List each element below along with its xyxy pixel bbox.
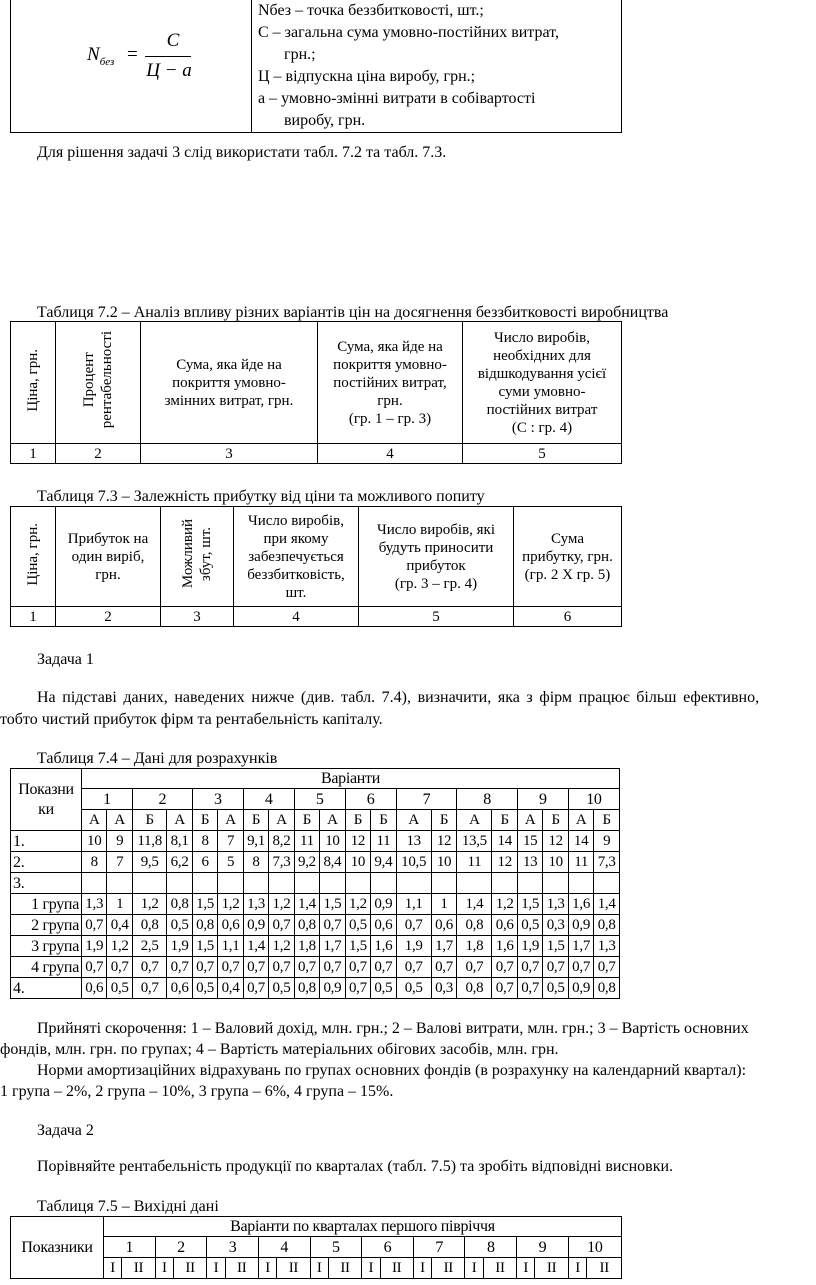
t74-cell	[320, 873, 345, 894]
t74-cell: 1,2	[269, 894, 294, 915]
table74-caption: Таблиця 7.4 – Дані для розрахунків	[37, 750, 278, 767]
table73-caption: Таблиця 7.3 – Залежність прибутку від ціни та можливого попиту	[37, 488, 485, 505]
t75-quarter-label: ІІ	[225, 1258, 258, 1279]
t74-cell: 0,7	[492, 957, 517, 978]
t74-cell: 1,5	[192, 894, 217, 915]
t74-cell	[457, 873, 492, 894]
t74-cell: 1,3	[82, 894, 107, 915]
t74-firm-label: Б	[492, 810, 517, 831]
t74-cell: 1,5	[517, 894, 542, 915]
table-row	[11, 873, 620, 894]
t74-cell: 0,6	[82, 978, 107, 999]
t74-cell: 0,7	[543, 957, 568, 978]
t74-cell: 11,8	[132, 831, 166, 852]
t74-cell: 9	[594, 831, 620, 852]
t74-cell: 1,3	[243, 894, 268, 915]
formula-eq: =	[127, 44, 138, 65]
table-7-4	[10, 768, 620, 999]
t74-cell: 8,2	[269, 831, 294, 852]
t75-variant-num: 4	[258, 1237, 310, 1258]
table-row	[11, 894, 620, 915]
t74-cell: 10	[320, 831, 345, 852]
t74-cell: 0,8	[294, 978, 319, 999]
t75-quarter-label: І	[207, 1258, 225, 1279]
t74-cell: 12	[543, 831, 568, 852]
t74-cell: 14	[492, 831, 517, 852]
t74-cell: 0,8	[457, 915, 492, 936]
t74-cell: 6	[192, 852, 217, 873]
t73-h-breakeven: Число виробів, при якому забезпечується беззбитковість, шт.	[234, 507, 359, 607]
t74-cell	[543, 873, 568, 894]
note-task3: Для рішення задачі 3 слід використати табл. 7.2 та табл. 7.3.	[37, 144, 447, 161]
t74-row-label: 3.	[11, 873, 82, 894]
fraction-bar	[145, 56, 191, 57]
t75-quarter-label: І	[517, 1258, 535, 1279]
t74-firm-label: Б	[371, 810, 396, 831]
task2-text: Порівняйте рентабельність продукції по кварталах (табл. 7.5) та зробіть відповідні висновки.	[37, 1158, 674, 1175]
abbrev-line2: фондів, млн. грн. по групах; 4 – Вартість матеріальних обігових засобів, млн. грн.	[0, 1041, 559, 1058]
t74-cell: 8,1	[167, 831, 192, 852]
t74-cell: 1,6	[568, 894, 593, 915]
t73-h-total: Сума прибутку, грн. (гр. 2 Х гр. 5)	[514, 507, 622, 607]
t74-firm-label: Б	[294, 810, 319, 831]
t74-corner: Показни ки	[11, 769, 82, 831]
t74-cell: 1,5	[345, 936, 370, 957]
t74-cell: 0,9	[568, 915, 593, 936]
t74-cell: 0,8	[192, 915, 217, 936]
def-c-cont: грн.;	[284, 46, 316, 63]
table-7-3	[10, 506, 622, 627]
t74-cell: 6,2	[167, 852, 192, 873]
t73-h-price: Ціна, грн.	[11, 507, 56, 607]
t74-cell: 1,4	[594, 894, 620, 915]
t74-cell: 11	[568, 852, 593, 873]
t74-cell: 13,5	[457, 831, 492, 852]
t74-cell: 0,7	[345, 978, 370, 999]
t74-cell: 10	[431, 852, 456, 873]
t74-cell: 0,7	[269, 957, 294, 978]
t74-cell: 0,7	[269, 915, 294, 936]
t73-num: 4	[234, 607, 359, 627]
t72-h-price: Ціна, грн.	[11, 322, 56, 444]
abbrev-line4: 1 група – 2%, 2 група – 10%, 3 група – 6%, 4 група – 15%.	[0, 1083, 394, 1100]
table-row	[11, 957, 620, 978]
t74-firm-label: Б	[594, 810, 620, 831]
t73-num: 3	[161, 607, 234, 627]
t75-quarter-label: ІІ	[173, 1258, 206, 1279]
t72-h-fixed: Сума, яка йде на покриття умовно- постійних витрат, грн. (гр. 1 – гр. 3)	[318, 322, 463, 444]
t74-cell: 12	[492, 852, 517, 873]
t73-num: 6	[514, 607, 622, 627]
t74-variant-num: 7	[396, 789, 457, 810]
t74-cell: 1,1	[396, 894, 431, 915]
t74-cell: 10	[345, 852, 370, 873]
t74-firm-label: А	[517, 810, 542, 831]
t74-cell: 1,5	[320, 894, 345, 915]
def-c: С – загальна сума умовно-постійних витрат,	[258, 24, 559, 41]
t75-quarter-label: ІІ	[483, 1258, 516, 1279]
t74-cell: 0,7	[132, 957, 166, 978]
t74-firm-label: А	[568, 810, 593, 831]
t74-cell: 0,7	[167, 957, 192, 978]
formula-definitions	[252, 0, 622, 133]
t74-cell: 0,6	[371, 915, 396, 936]
t74-cell	[431, 873, 456, 894]
t74-cell: 0,5	[192, 978, 217, 999]
t74-cell: 1,7	[568, 936, 593, 957]
t74-cell: 7	[107, 852, 132, 873]
t74-cell: 1,8	[294, 936, 319, 957]
table72-caption: Таблиця 7.2 – Аналіз впливу різних варіантів цін на досягнення беззбитковості виробництва	[37, 304, 669, 321]
t75-quarter-label: І	[568, 1258, 587, 1279]
t74-firm-label: Б	[243, 810, 268, 831]
t74-cell: 1,2	[132, 894, 166, 915]
t74-cell: 9,5	[132, 852, 166, 873]
t74-firm-label: Б	[543, 810, 568, 831]
t74-cell: 0,7	[396, 957, 431, 978]
t74-cell: 11	[294, 831, 319, 852]
t74-cell: 0,9	[320, 978, 345, 999]
table75-caption: Таблиця 7.5 – Вихідні дані	[37, 1198, 219, 1215]
t74-cell: 13	[517, 852, 542, 873]
t74-cell: 1,3	[543, 894, 568, 915]
formula-lhs: $N_{без}$	[87, 44, 115, 68]
t74-firm-label: А	[82, 810, 107, 831]
t74-cell: 0,7	[431, 957, 456, 978]
t74-cell	[517, 873, 542, 894]
t74-row-label: 3 група	[11, 936, 82, 957]
t74-cell	[269, 873, 294, 894]
t74-cell: 1,8	[457, 936, 492, 957]
t75-quarter-label: ІІ	[587, 1258, 622, 1279]
table-row	[11, 852, 620, 873]
t74-cell: 0,7	[107, 957, 132, 978]
t74-cell: 5	[218, 852, 243, 873]
t74-cell: 1,5	[192, 936, 217, 957]
task1-text-line2: тобто чистий прибуток фірм та рентабельність капіталу.	[0, 711, 383, 728]
t74-cell	[82, 873, 107, 894]
t74-cell: 0,7	[517, 957, 542, 978]
t74-cell: 0,6	[218, 915, 243, 936]
t72-num: 5	[463, 444, 622, 464]
t74-cell: 11	[371, 831, 396, 852]
t74-cell: 0,4	[107, 915, 132, 936]
t72-h-units: Число виробів, необхідних для відшкодування усієї суми умовно- постійних витрат (С : гр. 4)	[463, 322, 622, 444]
t74-cell: 0,7	[396, 915, 431, 936]
t74-cell: 0,8	[457, 978, 492, 999]
t74-cell: 0,7	[568, 957, 593, 978]
formula-table	[10, 0, 622, 133]
t74-cell	[396, 873, 431, 894]
t75-variant-num: 5	[310, 1237, 362, 1258]
t74-firm-label: Б	[431, 810, 456, 831]
t74-firm-label: Б	[132, 810, 166, 831]
t74-cell: 7,3	[594, 852, 620, 873]
t72-h-variable: Сума, яка йде на покриття умовно- змінних витрат, грн.	[141, 322, 318, 444]
t74-cell: 0,5	[269, 978, 294, 999]
t74-row-label: 4 група	[11, 957, 82, 978]
t74-row-label: 2 група	[11, 915, 82, 936]
t74-cell: 12	[345, 831, 370, 852]
t74-cell	[568, 873, 593, 894]
t74-cell	[492, 873, 517, 894]
t74-cell: 0,8	[132, 915, 166, 936]
t74-cell: 11	[457, 852, 492, 873]
t74-cell: 0,9	[243, 915, 268, 936]
t74-firm-label: А	[269, 810, 294, 831]
t74-cell: 0,7	[492, 978, 517, 999]
def-nbez: Nбез – точка беззбитковості, шт.;	[258, 2, 484, 19]
t74-cell: 2,5	[132, 936, 166, 957]
t74-cell: 0,7	[243, 978, 268, 999]
t73-num: 1	[11, 607, 56, 627]
t74-cell: 0,7	[243, 957, 268, 978]
t75-variant-num: 10	[568, 1237, 621, 1258]
table-row	[11, 936, 620, 957]
t75-corner: Показники	[11, 1217, 104, 1279]
t74-variant-num: 5	[294, 789, 345, 810]
t73-num: 5	[359, 607, 514, 627]
formula-cell	[11, 0, 252, 133]
t74-row-label: 4.	[11, 978, 82, 999]
t73-h-sales: Можливий збут, шт.	[161, 507, 234, 607]
t74-cell	[345, 873, 370, 894]
t73-h-profitable: Число виробів, які будуть приносити прибуток (гр. 3 – гр. 4)	[359, 507, 514, 607]
t74-cell: 1,7	[431, 936, 456, 957]
def-a-cont: виробу, грн.	[284, 112, 366, 129]
def-a: а – умовно-змінні витрати в собівартості	[258, 90, 536, 107]
t74-variant-num: 9	[517, 789, 568, 810]
def-price: Ц – відпускна ціна виробу, грн.;	[258, 68, 476, 85]
t74-cell: 9,1	[243, 831, 268, 852]
abbrev-line3: Норми амортизаційних відрахувань по групах основних фондів (в розрахунку на календарний квартал):	[37, 1062, 747, 1079]
t74-cell: 8	[243, 852, 268, 873]
t74-cell: 0,5	[167, 915, 192, 936]
t74-cell	[594, 873, 620, 894]
t74-variant-num: 6	[345, 789, 396, 810]
t74-cell: 0,6	[167, 978, 192, 999]
t75-variant-num: 1	[104, 1237, 156, 1258]
t74-cell: 1,6	[371, 936, 396, 957]
task2-title: Задача 2	[37, 1122, 94, 1139]
t74-cell: 0,7	[132, 978, 166, 999]
t74-cell: 7	[218, 831, 243, 852]
t74-cell: 1,9	[167, 936, 192, 957]
t75-quarter-label: ІІ	[432, 1258, 465, 1279]
task1-text-line1: На підставі даних, наведених нижче (див. табл. 7.4), визначити, яка з фірм працює більш ефективно,	[37, 689, 760, 706]
t75-quarter-label: І	[465, 1258, 483, 1279]
t75-variant-num: 3	[207, 1237, 259, 1258]
t74-cell: 0,5	[107, 978, 132, 999]
t74-cell: 0,9	[371, 894, 396, 915]
t74-firm-label: А	[167, 810, 192, 831]
t74-cell: 0,7	[218, 957, 243, 978]
t74-cell: 8	[192, 831, 217, 852]
t74-cell: 1,6	[492, 936, 517, 957]
t74-cell: 14	[568, 831, 593, 852]
t74-cell: 0,7	[320, 915, 345, 936]
abbrev-line1: Прийняті скорочення: 1 – Валовий дохід, млн. грн.; 2 – Валові витрати, млн. грн.; 3 – Вартість основних	[37, 1020, 749, 1037]
t74-cell: 0,7	[192, 957, 217, 978]
t74-cell: 0,7	[82, 915, 107, 936]
t74-variant-num: 8	[457, 789, 518, 810]
t75-quarter-label: ІІ	[535, 1258, 568, 1279]
table-row	[11, 915, 620, 936]
t74-firm-label: А	[396, 810, 431, 831]
t74-row-label: 1 група	[11, 894, 82, 915]
t72-h-profitability: Процент рентабельності	[56, 322, 141, 444]
t74-cell	[167, 873, 192, 894]
t74-cell: 0,7	[82, 957, 107, 978]
t74-cell: 0,5	[517, 915, 542, 936]
t72-num: 3	[141, 444, 318, 464]
t74-variant-num: 2	[132, 789, 192, 810]
t75-variant-num: 8	[465, 1237, 517, 1258]
t74-cell: 0,8	[167, 894, 192, 915]
t72-num: 1	[11, 444, 56, 464]
t74-cell: 0,8	[594, 915, 620, 936]
t74-cell	[218, 873, 243, 894]
t74-cell: 9	[107, 831, 132, 852]
t74-cell: 0,8	[594, 978, 620, 999]
task1-title: Задача 1	[37, 651, 94, 668]
t74-cell: 1,1	[218, 936, 243, 957]
t73-h-profit-unit: Прибуток на один виріб, грн.	[56, 507, 161, 607]
t74-firm-label: А	[107, 810, 132, 831]
t74-cell: 0,7	[345, 957, 370, 978]
t74-cell: 10	[543, 852, 568, 873]
t74-cell: 0,6	[431, 915, 456, 936]
t74-cell: 10	[82, 831, 107, 852]
formula-denominator: Ц − а	[146, 60, 192, 81]
t74-cell: 1	[431, 894, 456, 915]
t74-cell: 0,7	[517, 978, 542, 999]
t74-cell: 15	[517, 831, 542, 852]
t74-cell: 0,7	[457, 957, 492, 978]
t75-quarter-label: І	[104, 1258, 122, 1279]
t75-quarter-label: І	[362, 1258, 380, 1279]
table-7-2	[10, 321, 622, 464]
t74-cell: 7,3	[269, 852, 294, 873]
t74-firm-label: Б	[345, 810, 370, 831]
t74-variants-label: Варіанти	[82, 769, 620, 789]
t74-cell: 8	[82, 852, 107, 873]
t74-cell: 1,4	[294, 894, 319, 915]
t74-cell: 1,2	[345, 894, 370, 915]
t74-variant-num: 1	[82, 789, 133, 810]
t74-firm-label: А	[320, 810, 345, 831]
t72-num: 2	[56, 444, 141, 464]
t74-variant-num: 4	[243, 789, 294, 810]
t74-cell: 12	[431, 831, 456, 852]
t75-variant-num: 6	[362, 1237, 414, 1258]
t74-cell	[294, 873, 319, 894]
t74-cell: 0,5	[396, 978, 431, 999]
t75-quarter-label: І	[155, 1258, 173, 1279]
t74-variant-num: 3	[192, 789, 243, 810]
t75-quarter-label: І	[258, 1258, 276, 1279]
t73-num: 2	[56, 607, 161, 627]
t74-cell: 0,6	[492, 915, 517, 936]
t74-cell	[107, 873, 132, 894]
table-row	[11, 978, 620, 999]
t74-row-label: 2.	[11, 852, 82, 873]
t75-quarter-label: ІІ	[277, 1258, 310, 1279]
t74-cell: 1,3	[594, 936, 620, 957]
formula-numerator: С	[166, 30, 180, 51]
t74-cell: 0,5	[543, 978, 568, 999]
t74-row-label: 1.	[11, 831, 82, 852]
t75-variant-num: 7	[413, 1237, 465, 1258]
t75-quarter-label: ІІ	[328, 1258, 361, 1279]
t74-cell: 10,5	[396, 852, 431, 873]
t74-cell: 0,3	[431, 978, 456, 999]
t74-cell	[192, 873, 217, 894]
t75-quarter-label: І	[310, 1258, 328, 1279]
t74-cell: 1,9	[82, 936, 107, 957]
t74-variant-num: 10	[568, 789, 619, 810]
t74-cell: 0,7	[294, 957, 319, 978]
table-7-5	[10, 1216, 622, 1279]
t74-cell: 9,2	[294, 852, 319, 873]
t74-cell: 1,2	[218, 894, 243, 915]
t74-firm-label: А	[457, 810, 492, 831]
t74-cell	[371, 873, 396, 894]
t74-cell: 13	[396, 831, 431, 852]
t74-firm-label: А	[218, 810, 243, 831]
t75-variant-num: 9	[517, 1237, 569, 1258]
t74-cell: 1,2	[269, 936, 294, 957]
t74-cell: 0,5	[371, 978, 396, 999]
t74-cell: 8,4	[320, 852, 345, 873]
t74-cell: 0,9	[568, 978, 593, 999]
table-row	[11, 831, 620, 852]
t74-cell: 1,2	[107, 936, 132, 957]
t75-quarter-label: ІІ	[122, 1258, 155, 1279]
t75-variants-label: Варіанти по кварталах першого півріччя	[104, 1217, 622, 1237]
t74-cell: 1,4	[457, 894, 492, 915]
t74-cell	[243, 873, 268, 894]
t74-cell: 1,5	[543, 936, 568, 957]
t74-cell: 0,8	[294, 915, 319, 936]
t74-cell: 9,4	[371, 852, 396, 873]
t74-cell: 1,7	[320, 936, 345, 957]
t74-cell: 1,9	[396, 936, 431, 957]
t72-num: 4	[318, 444, 463, 464]
t74-cell: 0,4	[218, 978, 243, 999]
t74-firm-label: Б	[192, 810, 217, 831]
t74-cell: 0,5	[345, 915, 370, 936]
t75-variant-num: 2	[155, 1237, 207, 1258]
t74-cell: 1,2	[492, 894, 517, 915]
t74-cell: 1,4	[243, 936, 268, 957]
t75-quarter-label: ІІ	[380, 1258, 413, 1279]
t75-quarter-label: І	[413, 1258, 431, 1279]
t74-cell	[132, 873, 166, 894]
t74-cell: 0,7	[320, 957, 345, 978]
t74-cell: 0,7	[371, 957, 396, 978]
t74-cell: 1	[107, 894, 132, 915]
t74-cell: 0,3	[543, 915, 568, 936]
t74-cell: 1,9	[517, 936, 542, 957]
t74-cell: 0,7	[594, 957, 620, 978]
